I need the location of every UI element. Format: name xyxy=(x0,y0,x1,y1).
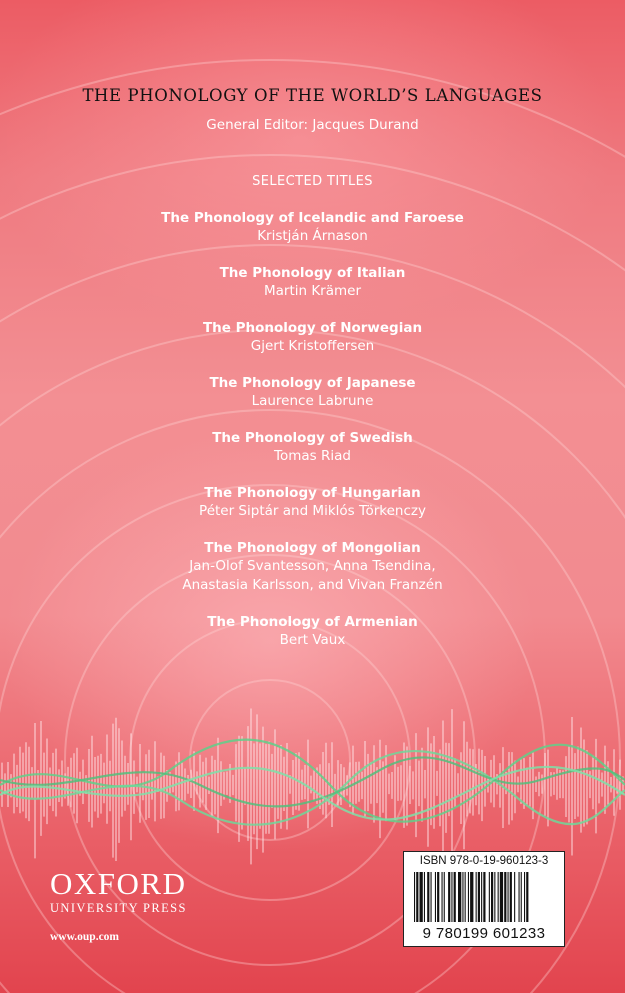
logo-main-text: OXFORD xyxy=(50,866,187,901)
book-title: The Phonology of Icelandic and Faroese xyxy=(161,210,464,226)
book-title: The Phonology of Japanese xyxy=(209,375,416,391)
book-author: Tomas Riad xyxy=(274,448,351,464)
book-title: The Phonology of Hungarian xyxy=(204,485,421,501)
selected-titles-heading: SELECTED TITLES xyxy=(252,174,373,189)
book-author: Kristján Árnason xyxy=(257,228,368,244)
title-entry xyxy=(0,320,625,375)
logo-sub-text: UNIVERSITY PRESS xyxy=(50,901,187,915)
book-author: Jan-Olof Svantesson, Anna Tsendina, Anastasia Karlsson, and Vivan Franzén xyxy=(182,558,443,593)
book-title: The Phonology of Armenian xyxy=(207,614,418,630)
series-title: THE PHONOLOGY OF THE WORLD’S LANGUAGES xyxy=(82,86,543,105)
book-title: The Phonology of Italian xyxy=(219,265,406,281)
book-author: Péter Siptár and Miklós Törkenczy xyxy=(199,503,426,519)
oxford-logo xyxy=(50,868,210,916)
book-author: Martin Krämer xyxy=(263,283,362,299)
publisher-url: www.oup.com xyxy=(50,931,120,943)
selected-titles-list xyxy=(0,210,625,669)
title-entry xyxy=(0,210,625,265)
book-author: Laurence Labrune xyxy=(251,393,374,409)
book-author: Gjert Kristoffersen xyxy=(250,338,375,354)
barcode-digits: 9 780199 601233 xyxy=(422,925,546,942)
title-entry xyxy=(0,375,625,430)
title-entry xyxy=(0,614,625,669)
title-entry xyxy=(0,540,625,614)
barcode-bars xyxy=(410,872,558,924)
book-author: Bert Vaux xyxy=(279,632,346,648)
title-entry xyxy=(0,485,625,540)
title-entry xyxy=(0,430,625,485)
isbn-barcode xyxy=(403,851,565,947)
book-title: The Phonology of Norwegian xyxy=(202,320,423,336)
general-editor: General Editor: Jacques Durand xyxy=(206,117,419,133)
isbn-label: ISBN 978-0-19-960123-3 xyxy=(419,855,549,867)
title-entry xyxy=(0,265,625,320)
book-title: The Phonology of Mongolian xyxy=(204,540,421,556)
book-title: The Phonology of Swedish xyxy=(212,430,413,446)
